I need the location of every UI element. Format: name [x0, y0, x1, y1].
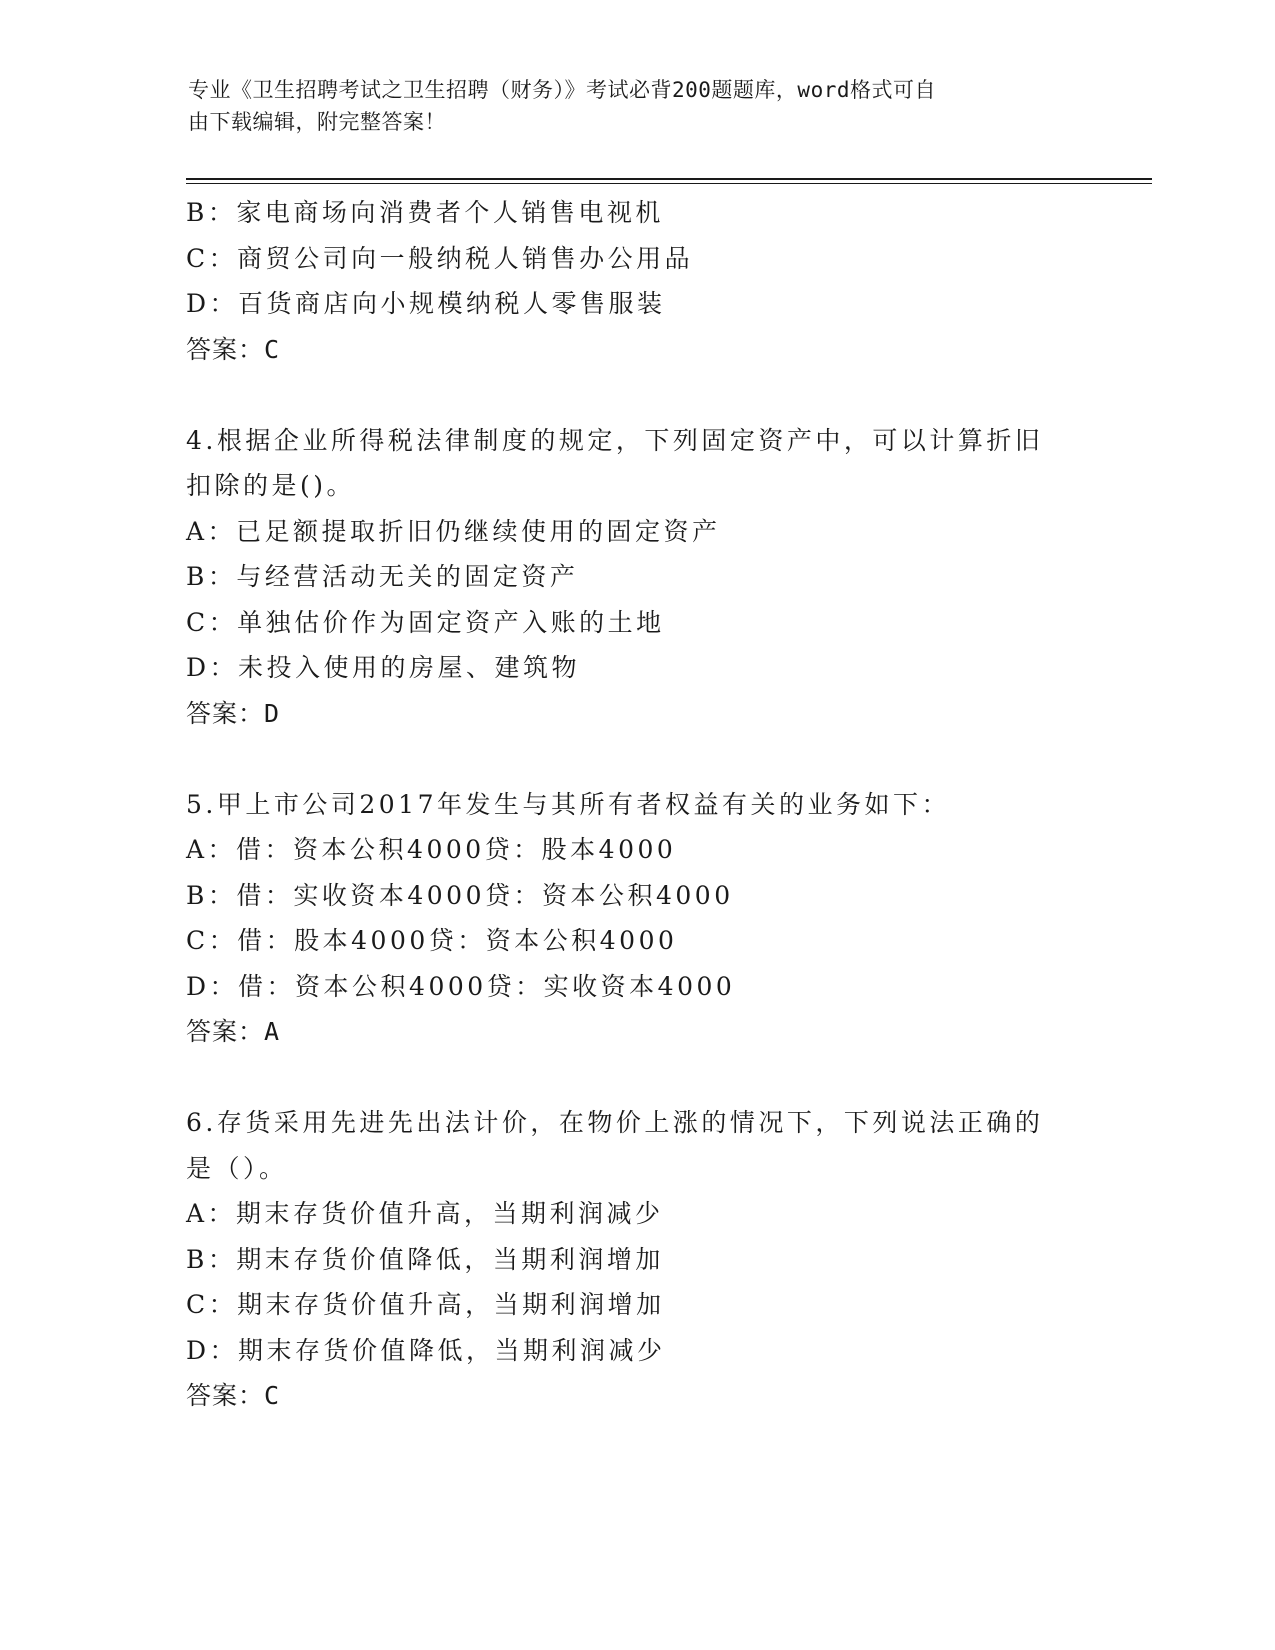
question-4: [186, 418, 1086, 737]
option-c: C：期末存货价值升高，当期利润增加: [186, 1290, 665, 1319]
answer-label: 答案：: [186, 334, 265, 364]
option-c: C：借：股本4000贷：资本公积4000: [186, 926, 678, 955]
option-b: B：与经营活动无关的固定资产: [186, 562, 579, 591]
option-b: B：期末存货价值降低，当期利润增加: [186, 1244, 664, 1274]
answer-line: [186, 691, 1086, 737]
header-rule-thick: [186, 178, 1152, 180]
continued-question: [186, 190, 1086, 372]
question-6: [186, 1100, 1086, 1419]
answer-value: D: [264, 698, 281, 728]
question-stem-line-1: 5.甲上市公司2017年发生与其所有者权益有关的业务如下：: [186, 789, 950, 819]
question-stem-line-1: 4.根据企业所得税法律制度的规定，下列固定资产中，可以计算折旧: [186, 425, 1044, 455]
question-content: [186, 190, 1086, 1419]
option-d: D：未投入使用的房屋、建筑物: [186, 653, 581, 682]
question-stem-line-1: 6.存货采用先进先出法计价，在物价上涨的情况下，下列说法正确的: [186, 1108, 1044, 1137]
answer-label: 答案：: [186, 1381, 265, 1410]
document-header: [188, 74, 1088, 138]
answer-label: 答案：: [186, 1017, 265, 1046]
question-5: [186, 782, 1086, 1055]
answer-line: [186, 1009, 1086, 1055]
option-a: A：借：资本公积4000贷：股本4000: [186, 835, 677, 864]
question-stem-line-2: 是（）。: [186, 1153, 288, 1183]
answer-label: 答案：: [186, 698, 265, 728]
header-line-2: 由下载编辑，附完整答案！: [188, 110, 446, 134]
answer-value: C: [264, 1381, 281, 1410]
option-c: C：单独估价作为固定资产入账的土地: [186, 607, 665, 637]
option-b: B：借：实收资本4000贷：资本公积4000: [186, 880, 734, 910]
option-a: A：已足额提取折旧仍继续使用的固定资产: [186, 516, 721, 546]
option-d: D：借：资本公积4000贷：实收资本4000: [186, 971, 736, 1001]
header-line-1: 专业《卫生招聘考试之卫生招聘（财务）》考试必背200题题库，word格式可自: [188, 78, 936, 102]
header-rule-thin: [186, 183, 1152, 184]
option-c: C：商贸公司向一般纳税人销售办公用品: [186, 243, 694, 273]
option-d: D：期末存货价值降低，当期利润减少: [186, 1335, 666, 1365]
option-a: A：期末存货价值升高，当期利润减少: [186, 1199, 664, 1228]
answer-line: [186, 327, 1086, 373]
answer-value: A: [264, 1017, 281, 1046]
option-b: B：家电商场向消费者个人销售电视机: [186, 198, 664, 227]
answer-value: C: [264, 334, 281, 364]
question-stem-line-2: 扣除的是()。: [186, 471, 356, 500]
option-d: D：百货商店向小规模纳税人零售服装: [186, 289, 666, 318]
answer-line: [186, 1373, 1086, 1419]
